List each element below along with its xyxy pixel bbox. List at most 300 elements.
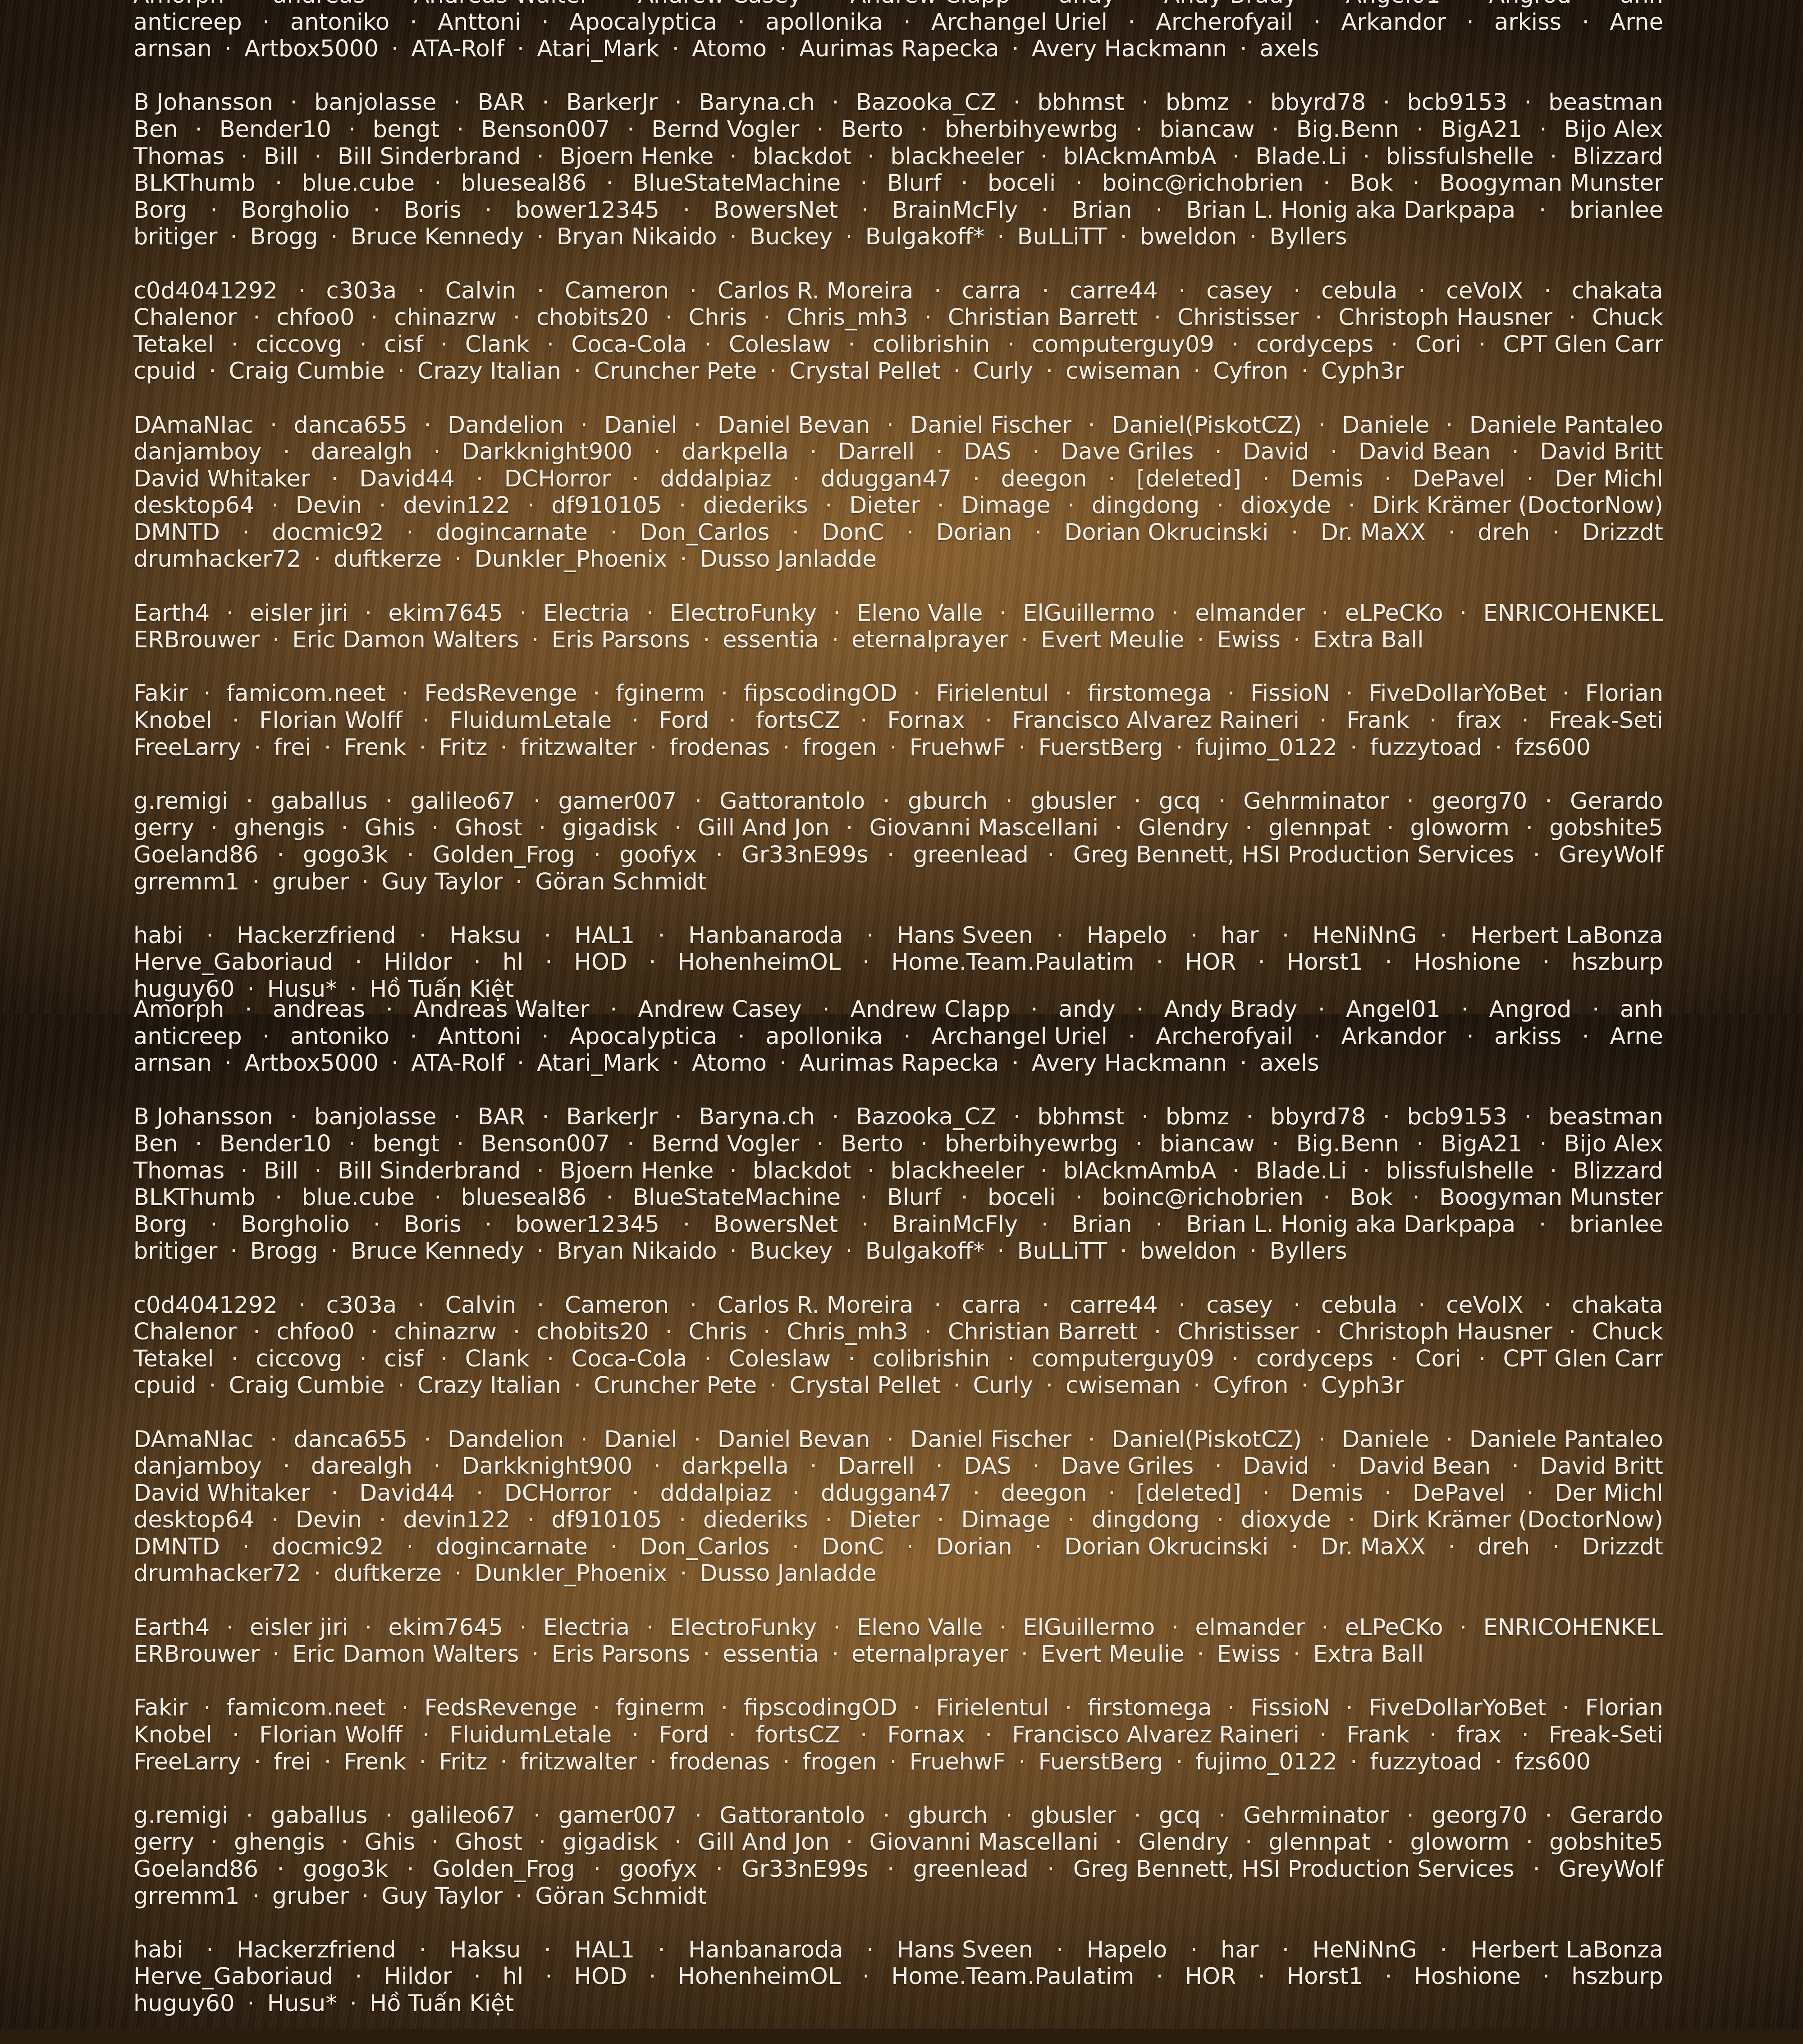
name-separator: · <box>420 1722 432 1749</box>
contributor-name: Florian <box>1585 1695 1663 1722</box>
contributor-name: Chalenor <box>133 304 237 331</box>
contributor-name: ekim7645 <box>388 600 503 627</box>
name-separator: · <box>676 1507 689 1534</box>
name-separator: · <box>542 1963 555 1990</box>
name-separator: · <box>473 1480 486 1507</box>
contributor-name: FedsRevenge <box>424 680 577 707</box>
name-separator: · <box>407 734 439 761</box>
name-separator: · <box>904 1534 916 1561</box>
contributor-name: Dr. MaXX <box>1321 519 1426 546</box>
name-separator: · <box>1410 1184 1423 1211</box>
name-separator: · <box>970 1480 983 1507</box>
contributor-name: colibrishin <box>873 331 990 358</box>
contributor-name: Bazooka_CZ <box>856 1104 996 1131</box>
name-separator: · <box>1044 842 1057 869</box>
contributor-name: Calvin <box>445 1292 517 1319</box>
contributor-name: Coleslaw <box>729 1346 831 1373</box>
contributor-name: Dimage <box>961 492 1050 519</box>
contributor-name: Freak-Seti <box>1549 1722 1663 1749</box>
name-separator: · <box>1125 9 1138 36</box>
contributor-name: Baryna.ch <box>699 1104 815 1131</box>
contributor-name: dreh <box>1478 1534 1530 1561</box>
contributor-name: ERBrouwer <box>133 627 260 654</box>
name-separator: · <box>1476 1346 1488 1373</box>
contributor-name: Christian Barrett <box>948 1319 1138 1346</box>
name-separator: · <box>1131 788 1144 815</box>
contributor-name: Daniel Bevan <box>718 412 870 439</box>
name-separator: · <box>536 1829 549 1856</box>
contributor-name: beastman <box>1548 1104 1663 1131</box>
name-separator: · <box>659 1050 692 1077</box>
name-separator: · <box>430 439 443 466</box>
contributor-name: casey <box>1206 278 1272 305</box>
name-separator: · <box>662 304 675 331</box>
contributor-name: Dorian Okrucinski <box>1064 519 1268 546</box>
name-separator: · <box>1382 1480 1394 1507</box>
name-separator: · <box>238 143 250 170</box>
contributor-name: Borgholio <box>241 197 350 224</box>
contributor-name: David44 <box>359 1480 455 1507</box>
name-separator: · <box>624 116 637 143</box>
contributor-name: fritzwalter <box>520 734 637 761</box>
contributor-name: frei <box>274 1749 311 1776</box>
name-separator: · <box>352 1963 365 1990</box>
name-separator: · <box>379 36 411 63</box>
name-separator: · <box>385 1372 417 1399</box>
name-separator: · <box>1288 519 1301 546</box>
name-separator: · <box>1260 1480 1272 1507</box>
contributor-name: Dandelion <box>448 1426 564 1453</box>
contributor-name: FuerstBerg <box>1038 734 1163 761</box>
name-separator: · <box>933 1453 946 1480</box>
name-separator: · <box>757 1372 789 1399</box>
name-separator: · <box>726 1722 739 1749</box>
contributor-name: Husu* <box>267 1990 337 2017</box>
name-separator: · <box>346 1131 358 1158</box>
contributor-name: Bill <box>264 1158 299 1185</box>
contributor-name: blue.cube <box>302 170 415 197</box>
contributor-name: fujimo_0122 <box>1195 734 1337 761</box>
name-separator: · <box>1062 680 1075 707</box>
contributor-name: Gattorantolo <box>719 1802 865 1829</box>
name-separator: · <box>578 1426 590 1453</box>
name-separator: · <box>680 197 693 224</box>
contributor-name: Dieter <box>849 1507 920 1534</box>
contributor-name: huguy60 <box>133 1990 234 2017</box>
contributor-name: FruehwF <box>910 1749 1006 1776</box>
contributor-name: David Britt <box>1540 439 1663 466</box>
name-separator: · <box>403 519 416 546</box>
contributor-name: Baryna.ch <box>699 89 815 116</box>
contributor-name: Bryan Nikaido <box>557 1238 717 1265</box>
name-separator: · <box>692 788 705 815</box>
contributor-name: Eleno Valle <box>857 1614 983 1641</box>
name-separator: · <box>1225 680 1237 707</box>
name-separator: · <box>1184 1641 1217 1668</box>
contributor-name: Christisser <box>1177 1319 1299 1346</box>
contributor-name: FuerstBerg <box>1038 1749 1163 1776</box>
contributor-name: cpuid <box>133 1372 196 1399</box>
contributor-name: brianlee <box>1570 197 1663 224</box>
name-separator: · <box>1269 116 1282 143</box>
contributor-name: deegon <box>1001 466 1087 493</box>
contributor-name: axels <box>1260 36 1319 63</box>
name-separator: · <box>940 358 973 385</box>
name-separator: · <box>301 546 334 573</box>
name-separator: · <box>1188 922 1200 949</box>
name-separator: · <box>1279 1937 1292 1964</box>
contributor-name: Daniel <box>604 412 677 439</box>
name-separator: · <box>371 197 383 224</box>
contributor-name: HOD <box>574 949 627 976</box>
contributor-name: blackheeler <box>890 1158 1024 1185</box>
contributor-name: carra <box>962 278 1021 305</box>
name-separator: · <box>1214 492 1226 519</box>
contributor-name: Buckey <box>750 1238 833 1265</box>
name-separator: · <box>1547 1158 1560 1185</box>
name-separator: · <box>1030 439 1042 466</box>
name-separator: · <box>1443 1426 1455 1453</box>
contributor-name: Husu* <box>267 976 337 1003</box>
name-separator: · <box>421 1426 434 1453</box>
name-separator: · <box>1536 197 1549 224</box>
contributor-name: Daniele Pantaleo <box>1469 412 1663 439</box>
contributor-name: colibrishin <box>873 1346 990 1373</box>
contributor-name: Extra Ball <box>1313 627 1423 654</box>
contributor-name: beastman <box>1548 89 1663 116</box>
contributor-name: Bijo Alex <box>1564 1131 1663 1158</box>
contributor-name: Blade.Li <box>1255 143 1347 170</box>
name-separator: · <box>487 1749 520 1776</box>
contributor-name: firstomega <box>1088 680 1212 707</box>
contributor-name: famicom.neet <box>226 680 385 707</box>
contributor-name: DAS <box>964 1453 1011 1480</box>
contributor-name: apollonika <box>765 9 883 36</box>
name-separator: · <box>1085 1426 1098 1453</box>
contributor-name: famicom.neet <box>226 1695 385 1722</box>
contributor-name: Darrell <box>838 1453 915 1480</box>
name-separator: · <box>1242 1829 1255 1856</box>
contributor-name: gloworm <box>1410 1829 1510 1856</box>
name-separator: · <box>1243 89 1256 116</box>
contributor-name: fuzzytoad <box>1370 1749 1482 1776</box>
name-separator: · <box>1542 1802 1555 1829</box>
contributor-name: Arne <box>1610 1023 1663 1050</box>
name-separator: · <box>438 1346 450 1373</box>
contributor-name: Fritz <box>439 1749 488 1776</box>
contributor-name: Daniel Fischer <box>910 1426 1071 1453</box>
contributor-name: goofyx <box>619 842 697 869</box>
name-separator: · <box>241 734 274 761</box>
contributor-name: Dusso Janladde <box>700 546 876 573</box>
name-separator: · <box>301 1560 334 1587</box>
contributor-name: HOR <box>1185 949 1236 976</box>
contributor-name: BrainMcFly <box>892 197 1018 224</box>
name-separator: · <box>238 1158 250 1185</box>
name-separator: · <box>1163 1749 1195 1776</box>
contributor-name: gbusler <box>1030 1802 1116 1829</box>
contributor-name: Knobel <box>133 1722 212 1749</box>
contributor-name: Daniel(PiskotCZ) <box>1112 1426 1302 1453</box>
contributor-name: Borg <box>133 197 187 224</box>
contributor-name: greenlead <box>913 842 1028 869</box>
name-separator: · <box>328 1480 341 1507</box>
name-separator: · <box>1547 143 1560 170</box>
name-separator: · <box>667 546 700 573</box>
contributor-name: Gill And Jon <box>698 1829 830 1856</box>
name-separator: · <box>207 197 220 224</box>
contributor-name: BlueStateMachine <box>633 170 841 197</box>
contributor-name: df910105 <box>551 492 662 519</box>
name-separator: · <box>1315 412 1328 439</box>
contributor-name: bbhmst <box>1037 89 1124 116</box>
contributor-name: David Britt <box>1540 1453 1663 1480</box>
contributor-name: CPT Glen Carr <box>1503 331 1663 358</box>
name-separator: · <box>1028 996 1041 1023</box>
name-separator: · <box>884 412 897 439</box>
contributor-name: dduggan47 <box>821 1480 952 1507</box>
name-separator: · <box>1404 788 1417 815</box>
contributor-name: Goeland86 <box>133 842 258 869</box>
name-separator: · <box>1133 996 1146 1023</box>
name-separator: · <box>822 492 835 519</box>
contributor-name: Curly <box>973 1372 1033 1399</box>
contributor-name: Florian Wolff <box>259 707 403 734</box>
name-separator: · <box>1337 1749 1370 1776</box>
contributor-name: bweldon <box>1139 1238 1237 1265</box>
name-separator: · <box>1443 412 1455 439</box>
contributor-name: essentia <box>723 1641 819 1668</box>
contributor-name: Herve_Gaboriaud <box>133 949 333 976</box>
contributor-name: Atomo <box>692 1050 767 1077</box>
name-separator: · <box>260 1023 272 1050</box>
name-separator: · <box>1227 1050 1259 1077</box>
name-separator: · <box>429 1829 441 1856</box>
name-separator: · <box>376 492 389 519</box>
contributor-name: Bryan Nikaido <box>557 224 717 251</box>
contributor-name: gruber <box>272 869 349 896</box>
contributor-name: Devin <box>296 492 362 519</box>
contributor-name: David <box>1243 1453 1309 1480</box>
name-separator: · <box>997 1614 1009 1641</box>
name-separator: · <box>1560 680 1572 707</box>
name-separator: · <box>819 1641 851 1668</box>
name-separator: · <box>1230 1158 1242 1185</box>
name-separator: · <box>830 1614 843 1641</box>
contributor-name: BigA21 <box>1441 116 1522 143</box>
name-separator: · <box>931 1292 944 1319</box>
name-separator: · <box>767 1050 799 1077</box>
contributor-name: HOD <box>574 1963 627 1990</box>
name-separator: · <box>662 1319 675 1346</box>
name-separator: · <box>918 116 930 143</box>
contributor-name: Golden_Frog <box>433 1856 575 1883</box>
name-separator: · <box>243 788 256 815</box>
name-separator: · <box>311 734 344 761</box>
contributor-name: chobits20 <box>536 1319 649 1346</box>
name-separator: · <box>534 1292 547 1319</box>
name-separator: · <box>1212 439 1225 466</box>
contributor-name: Dimage <box>961 1507 1050 1534</box>
contributor-name: har <box>1221 1937 1259 1964</box>
contributor-name: g.remigi <box>133 1802 228 1829</box>
contributor-name: Demis <box>1290 1480 1363 1507</box>
contributor-name: biancaw <box>1160 1131 1255 1158</box>
name-separator: · <box>362 600 375 627</box>
name-separator: · <box>1380 89 1393 116</box>
contributor-name: gburch <box>908 788 988 815</box>
contributor-name: glennpat <box>1268 1829 1370 1856</box>
name-separator: · <box>404 1856 416 1883</box>
name-separator: · <box>655 1937 668 1964</box>
contributor-name: DAmaNIac <box>133 1426 254 1453</box>
name-separator: · <box>1033 1372 1066 1399</box>
name-separator: · <box>1005 1346 1017 1373</box>
contributor-name: Crazy Italian <box>417 358 561 385</box>
name-separator: · <box>829 1104 842 1131</box>
name-separator: · <box>1243 1104 1256 1131</box>
name-separator: · <box>1216 788 1228 815</box>
name-separator: · <box>1415 1292 1428 1319</box>
contributor-name: fzs600 <box>1515 1749 1591 1776</box>
contributor-name: Cameron <box>565 278 669 305</box>
contributor-name: DonC <box>822 519 884 546</box>
name-separator: · <box>637 1749 669 1776</box>
contributor-name: BAR <box>477 89 525 116</box>
contributor-name: hszburp <box>1571 949 1663 976</box>
contributor-name: Greg Bennett, HSI Production Services <box>1073 1856 1515 1883</box>
name-separator: · <box>1343 680 1356 707</box>
contributor-name: bcb9153 <box>1407 1104 1507 1131</box>
name-separator: · <box>940 1372 973 1399</box>
name-separator: · <box>1169 600 1181 627</box>
contributor-name: drumhacker72 <box>133 1560 301 1587</box>
name-separator: · <box>1382 1963 1395 1990</box>
contributor-name: HOR <box>1185 1963 1236 1990</box>
name-separator: · <box>999 1050 1032 1077</box>
contributor-name: frogen <box>802 734 877 761</box>
contributor-name: antoniko <box>290 9 389 36</box>
contributor-name: DAmaNIac <box>133 412 254 439</box>
contributor-name: Hapelo <box>1087 922 1167 949</box>
contributor-name: Fornax <box>887 707 965 734</box>
name-separator: · <box>1540 949 1552 976</box>
name-separator: · <box>1153 1963 1166 1990</box>
contributor-name: Dorian <box>936 519 1012 546</box>
contributor-name: ceVoIX <box>1446 1292 1524 1319</box>
name-separator: · <box>857 707 870 734</box>
contributor-name: FedsRevenge <box>424 1695 577 1722</box>
contributor-name: Arkandor <box>1341 1023 1446 1050</box>
name-separator: · <box>229 707 242 734</box>
name-separator: · <box>239 1883 272 1910</box>
contributor-name: DCHorror <box>504 466 611 493</box>
name-separator: · <box>1289 358 1321 385</box>
name-separator: · <box>517 600 529 627</box>
contributor-name: Daniel Fischer <box>910 412 1071 439</box>
contributor-name: Florian <box>1585 680 1663 707</box>
name-separator: · <box>328 466 341 493</box>
name-separator: · <box>1327 1453 1340 1480</box>
contributor-name: Cruncher Pete <box>594 358 757 385</box>
name-separator: · <box>379 1050 411 1077</box>
contributor-name: antoniko <box>290 1023 389 1050</box>
name-separator: · <box>201 680 213 707</box>
contributor-name: df910105 <box>551 1507 662 1534</box>
contributor-name: britiger <box>133 224 217 251</box>
name-separator: · <box>1112 815 1125 842</box>
name-separator: · <box>224 1614 236 1641</box>
name-separator: · <box>713 1856 726 1883</box>
name-separator: · <box>1008 627 1041 654</box>
name-separator: · <box>757 358 789 385</box>
contributor-name: BowersNet <box>714 1211 838 1238</box>
name-separator: · <box>1072 170 1085 197</box>
name-separator: · <box>541 1937 554 1964</box>
contributor-name: cwiseman <box>1066 1372 1181 1399</box>
contributor-name: Earth4 <box>133 1614 210 1641</box>
contributor-name: Hans Sveen <box>897 922 1033 949</box>
contributor-name: axels <box>1260 1050 1319 1077</box>
contributor-name: DePavel <box>1413 1480 1506 1507</box>
contributor-name: Crystal Pellet <box>789 358 940 385</box>
contributor-name: eisler jiri <box>250 1614 348 1641</box>
contributor-name: Blurf <box>887 170 941 197</box>
contributor-name: habi <box>133 922 183 949</box>
name-separator: · <box>192 116 205 143</box>
name-separator: · <box>1139 89 1151 116</box>
contributor-name: danca655 <box>294 412 408 439</box>
name-separator: · <box>607 519 620 546</box>
name-separator: · <box>770 1749 802 1776</box>
name-separator: · <box>1541 1292 1554 1319</box>
contributor-name: Christian Barrett <box>948 304 1138 331</box>
contributor-name: fzs600 <box>1515 734 1591 761</box>
name-separator: · <box>1343 1695 1356 1722</box>
name-separator: · <box>877 734 909 761</box>
name-separator: · <box>1169 1614 1181 1641</box>
name-separator: · <box>1003 1802 1016 1829</box>
name-separator: · <box>1464 1023 1476 1050</box>
name-separator: · <box>637 734 669 761</box>
contributor-name: blueseal86 <box>461 1184 587 1211</box>
name-separator: · <box>1384 1829 1396 1856</box>
name-separator: · <box>1579 1023 1592 1050</box>
contributor-name: Daniel <box>604 1426 677 1453</box>
name-separator: · <box>1214 1507 1226 1534</box>
contributor-name: ElGuillermo <box>1023 1614 1155 1641</box>
name-separator: · <box>1521 89 1534 116</box>
name-separator: · <box>1153 949 1166 976</box>
name-separator: · <box>519 1641 551 1668</box>
contributor-name: Artbox5000 <box>244 36 379 63</box>
contributor-name: devin122 <box>403 1507 510 1534</box>
contributor-name: Carlos R. Moreira <box>718 1292 914 1319</box>
contributor-name: gruber <box>272 1883 349 1910</box>
contributor-name: Brian <box>1072 1211 1132 1238</box>
contributor-name: Chris <box>689 304 747 331</box>
contributor-name: Extra Ball <box>1313 1641 1423 1668</box>
name-separator: · <box>690 627 723 654</box>
name-separator: · <box>1033 358 1066 385</box>
contributor-name: Archerofyail <box>1156 1023 1293 1050</box>
contributor-name: Bernd Vogler <box>651 1131 799 1158</box>
name-separator: · <box>429 815 441 842</box>
contributor-name: c303a <box>326 278 397 305</box>
contributor-name: g.remigi <box>133 788 228 815</box>
name-separator: · <box>242 996 255 1023</box>
contributor-name: Arne <box>1610 9 1663 36</box>
